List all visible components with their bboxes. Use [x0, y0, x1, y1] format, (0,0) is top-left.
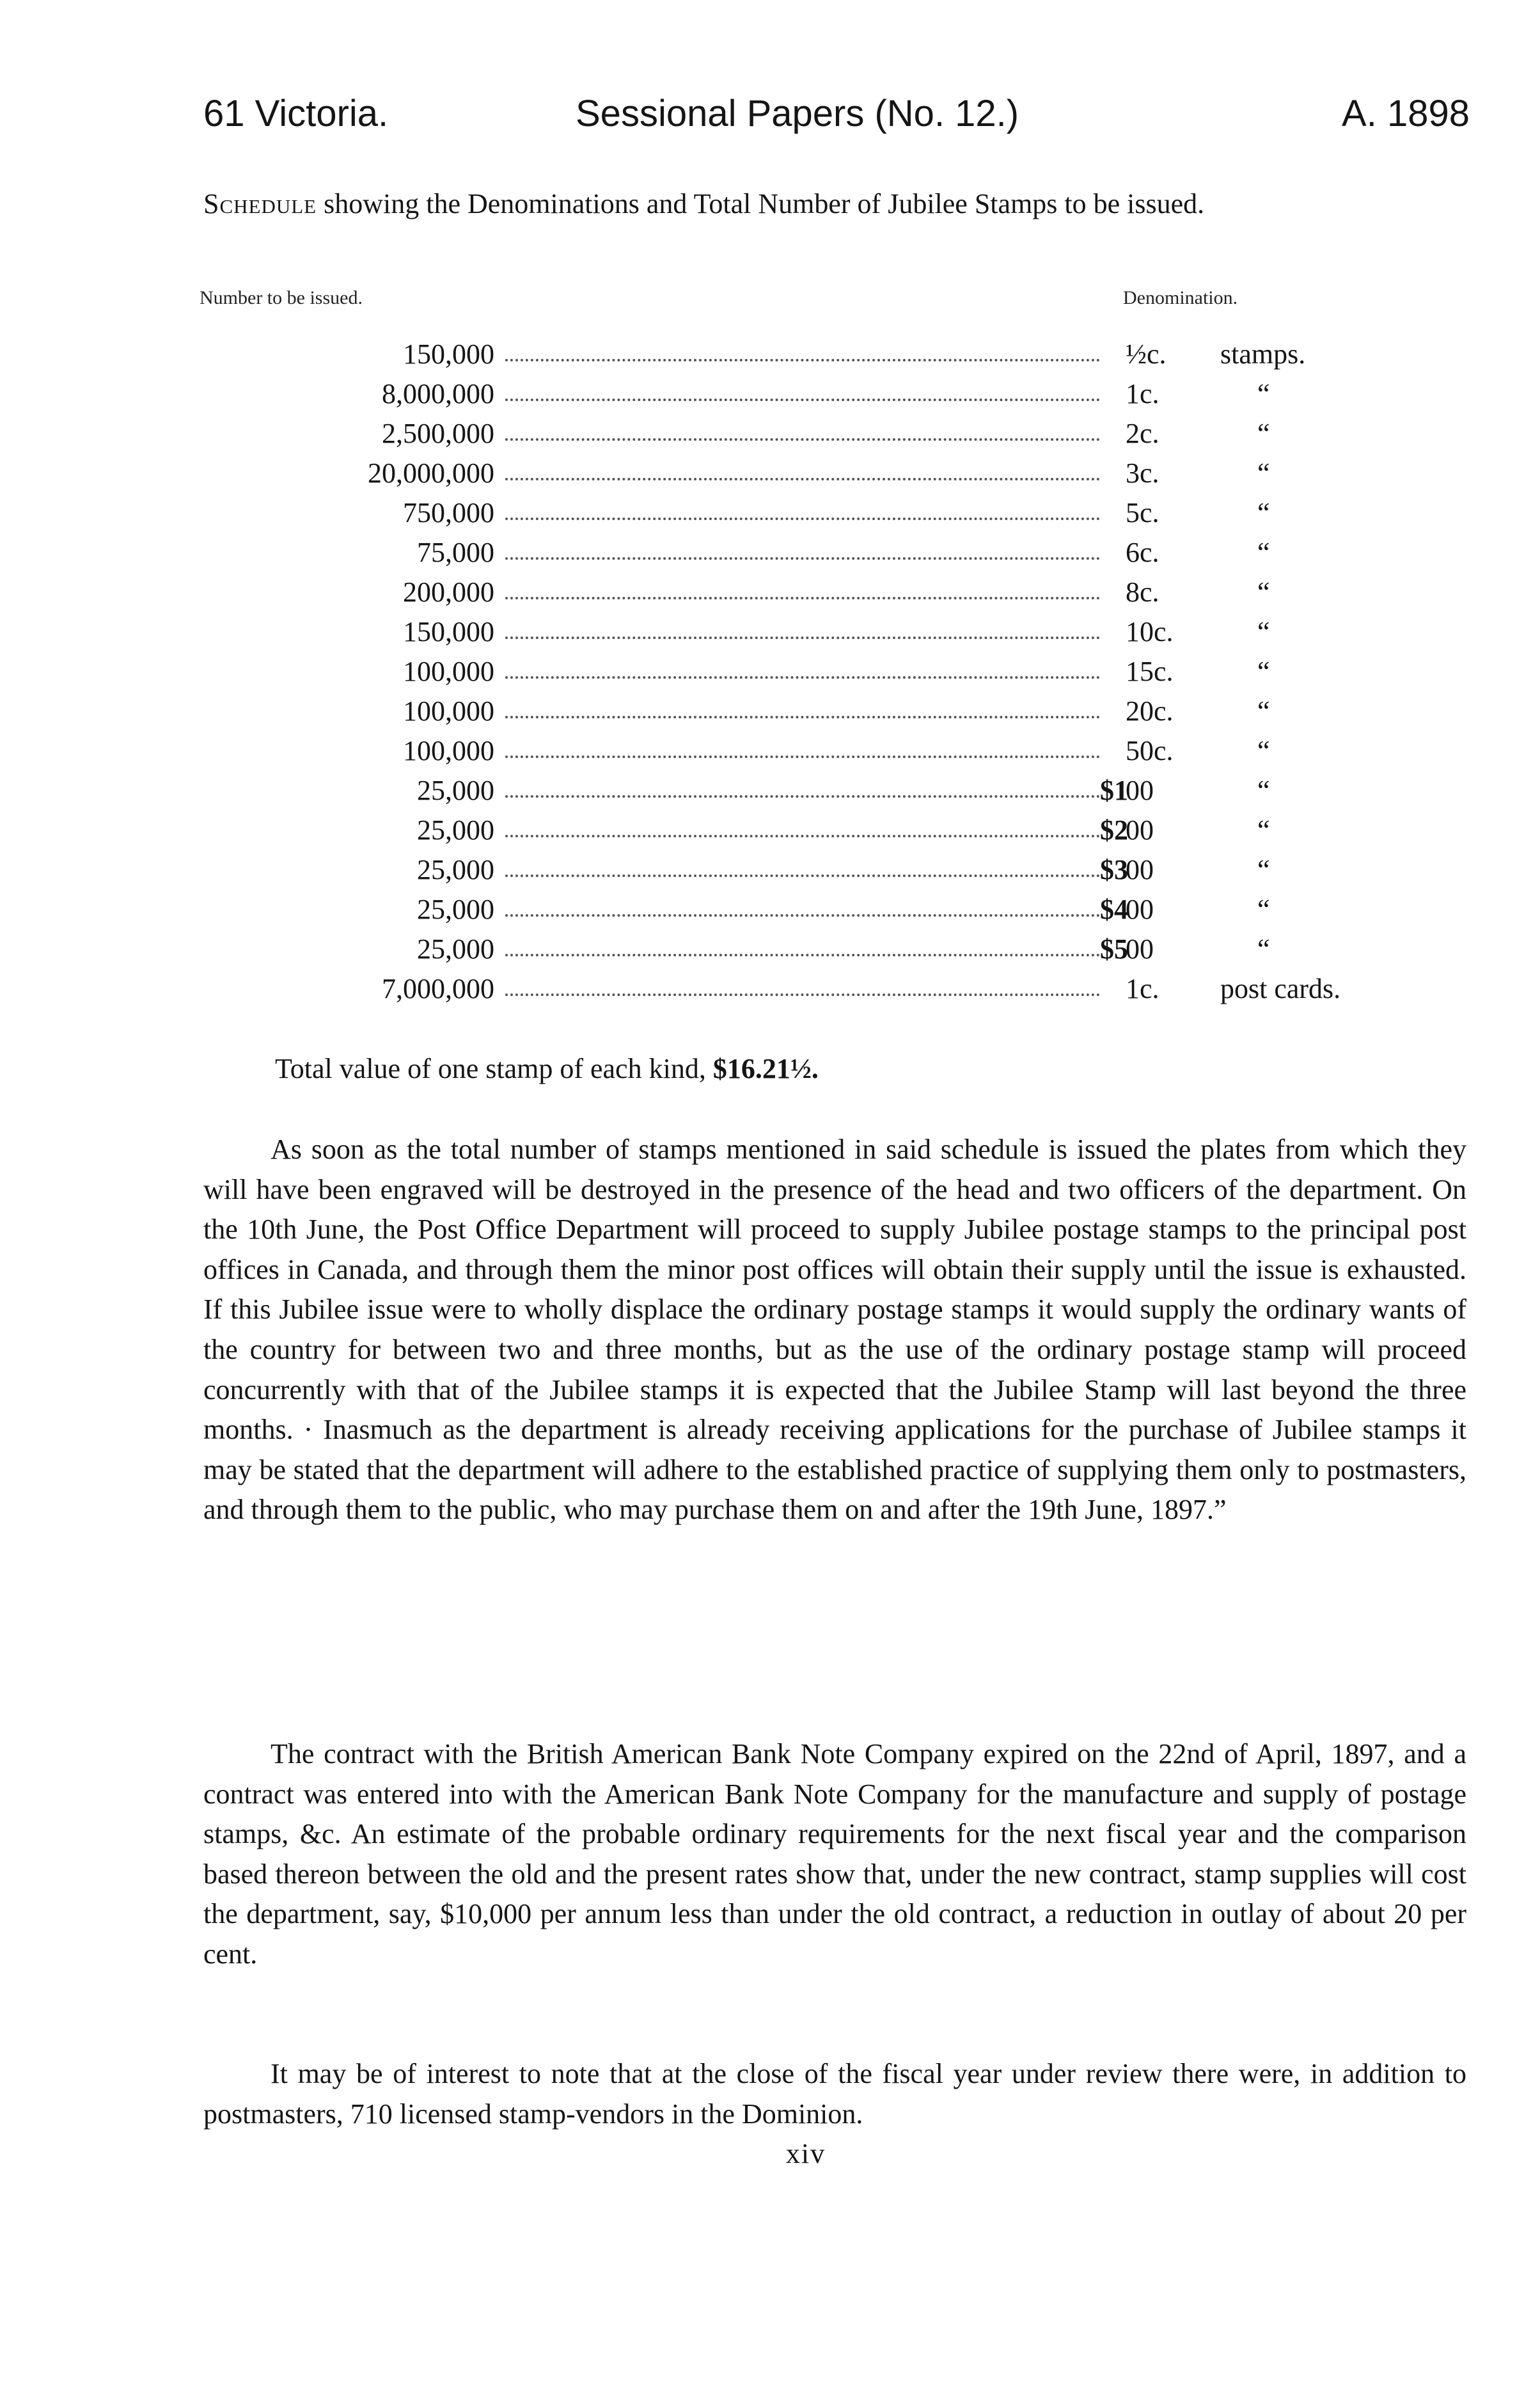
dot-leader [505, 478, 1100, 480]
denomination-cell: 3c. [1126, 457, 1159, 489]
dot-leader [505, 835, 1100, 837]
total-amount: $16.21½. [712, 1053, 819, 1084]
paragraph: As soon as the total number of stamps mentioned in said schedule is issued the plates from which they will have been engraved will be destroyed in the presence of the head and two officers of the department. On the 10th June, the Post Office Department will proceed to supply Jubilee postage stamps to the principal post offices in Canada, and through them the minor post offices will obtain their supply until the issue is exhausted. If this Jubilee issue were to wholly displace the ordinary postage stamps it would supply the ordinary wants of the country for between two and three months, but as the use of the ordinary postage stamp will proceed concurrently with that of the Jubilee stamps it is expected that the Jubilee Stamp will last beyond the three months. · Inasmuch as the department is already receiving applications for the purchase of Jubilee stamps it may be stated that the department will adhere to the established practice of supplying them only to postmasters, and through them to the public, who may purchase them on and after the 19th June, 1897.” [203, 1134, 1466, 1526]
dot-leader [505, 954, 1100, 956]
table-row [0, 533, 1540, 573]
ditto-mark: “ [1257, 933, 1270, 965]
ditto-mark: “ [1257, 775, 1270, 806]
dot-leader [505, 438, 1100, 441]
table-row [0, 652, 1540, 692]
table-row [0, 811, 1540, 850]
dot-leader [505, 597, 1100, 599]
ditto-mark: “ [1257, 378, 1270, 409]
denomination-cell: 50c. [1126, 735, 1174, 766]
quantity-cell: 2,500,000 [382, 418, 494, 449]
quantity-cell: 25,000 [417, 894, 494, 925]
dot-leader [505, 557, 1100, 560]
denomination-cell: 00 [1126, 894, 1154, 925]
dot-leader [505, 359, 1100, 361]
ditto-mark: “ [1257, 735, 1270, 766]
quantity-cell: 150,000 [403, 338, 494, 370]
denomination-cell: 1c. [1126, 378, 1159, 409]
table-row [0, 493, 1540, 533]
quantity-cell: 100,000 [403, 656, 494, 687]
dot-leader [505, 874, 1100, 877]
denomination-cell: 10c. [1126, 616, 1174, 647]
dot-leader [505, 676, 1100, 679]
denomination-cell: 00 [1126, 814, 1154, 846]
table-row [0, 374, 1540, 414]
denomination-cell: 6c. [1126, 537, 1159, 568]
dot-leader [505, 518, 1100, 520]
ditto-mark: “ [1257, 497, 1270, 528]
currency-cell: $3 [1100, 854, 1128, 885]
currency-cell: $2 [1100, 814, 1128, 846]
quantity-cell: 20,000,000 [368, 457, 494, 489]
header-year: A. 1898 [1342, 93, 1470, 134]
ditto-mark: “ [1257, 814, 1270, 846]
dot-leader [505, 637, 1100, 639]
unit-cell: post cards. [1220, 973, 1341, 1004]
table-row [0, 890, 1540, 930]
paragraph: It may be of interest to note that at the close of the fiscal year under review there were, in addition to postmasters, 710 licensed stamp-vendors in the Dominion. [203, 2058, 1466, 2130]
quantity-cell: 75,000 [417, 537, 494, 568]
denomination-cell: 2c. [1126, 418, 1159, 449]
dot-leader [505, 993, 1100, 996]
denomination-cell: 15c. [1126, 656, 1174, 687]
schedule-heading-text: showing the Denominations and Total Number of Jubilee Stamps to be issued. [324, 188, 1205, 219]
ditto-mark: “ [1257, 576, 1270, 608]
quantity-cell: 25,000 [417, 814, 494, 846]
table-row [0, 692, 1540, 731]
denomination-cell: 1c. [1126, 973, 1159, 1004]
currency-cell: $1 [1100, 775, 1128, 806]
quantity-cell: 25,000 [417, 854, 494, 885]
denomination-cell: ½c. [1126, 338, 1167, 370]
table-row [0, 612, 1540, 652]
ditto-mark: “ [1257, 894, 1270, 925]
paragraph: The contract with the British American Bank Note Company expired on the 22nd of April, 1897, and a contract was entered into with the American Bank Note Company for the manufacture and supply of postage stamps, &c. An estimate of the probable ordinary requirements for the next fiscal year and the comparison based thereon between the old and the present rates show that, under the new contract, stamp supplies will cost the department, say, $10,000 per annum less than under the old contract, a reduction in outlay of about 20 per cent. [203, 1738, 1466, 1970]
denomination-cell: 20c. [1126, 695, 1174, 727]
ditto-mark: “ [1257, 656, 1270, 687]
currency-cell: $5 [1100, 933, 1128, 965]
dot-leader [505, 716, 1100, 718]
quantity-cell: 100,000 [403, 735, 494, 766]
quantity-cell: 7,000,000 [382, 973, 494, 1004]
quantity-cell: 25,000 [417, 775, 494, 806]
header-title: Sessional Papers (No. 12.) [576, 93, 1019, 134]
column-caption-denomination: Denomination. [1123, 287, 1238, 308]
page-folio: xiv [785, 2138, 826, 2169]
quantity-cell: 8,000,000 [382, 378, 494, 409]
table-row [0, 930, 1540, 969]
denomination-cell: 8c. [1126, 576, 1159, 608]
header-session: 61 Victoria. [203, 93, 389, 134]
ditto-mark: “ [1257, 695, 1270, 727]
table-row [0, 573, 1540, 612]
quantity-cell: 25,000 [417, 933, 494, 965]
column-caption-number: Number to be issued. [200, 287, 363, 308]
dot-leader [505, 795, 1100, 798]
denomination-cell: 00 [1126, 854, 1154, 885]
dot-leader [505, 399, 1100, 401]
denomination-cell: 00 [1126, 933, 1154, 965]
schedule-heading-lead: Schedule [203, 188, 317, 219]
table-row [0, 454, 1540, 493]
total-value-line [275, 1049, 819, 1089]
dot-leader [505, 914, 1100, 917]
table-row [0, 771, 1540, 811]
quantity-cell: 750,000 [403, 497, 494, 528]
table-row [0, 414, 1540, 454]
table-row [0, 850, 1540, 890]
quantity-cell: 150,000 [403, 616, 494, 647]
quantity-cell: 200,000 [403, 576, 494, 608]
schedule-heading [203, 184, 1466, 224]
table-row [0, 335, 1540, 374]
table-row [0, 731, 1540, 771]
ditto-mark: “ [1257, 616, 1270, 647]
currency-cell: $4 [1100, 894, 1128, 925]
dot-leader [505, 756, 1100, 758]
denomination-cell: 00 [1126, 775, 1154, 806]
denomination-cell: 5c. [1126, 497, 1159, 528]
running-header [203, 88, 1470, 139]
ditto-mark: “ [1257, 457, 1270, 489]
ditto-mark: “ [1257, 854, 1270, 885]
ditto-mark: “ [1257, 537, 1270, 568]
quantity-cell: 100,000 [403, 695, 494, 727]
total-label: Total value of one stamp of each kind, [275, 1053, 706, 1084]
ditto-mark: “ [1257, 418, 1270, 449]
unit-cell: stamps. [1220, 338, 1306, 370]
table-row [0, 969, 1540, 1009]
